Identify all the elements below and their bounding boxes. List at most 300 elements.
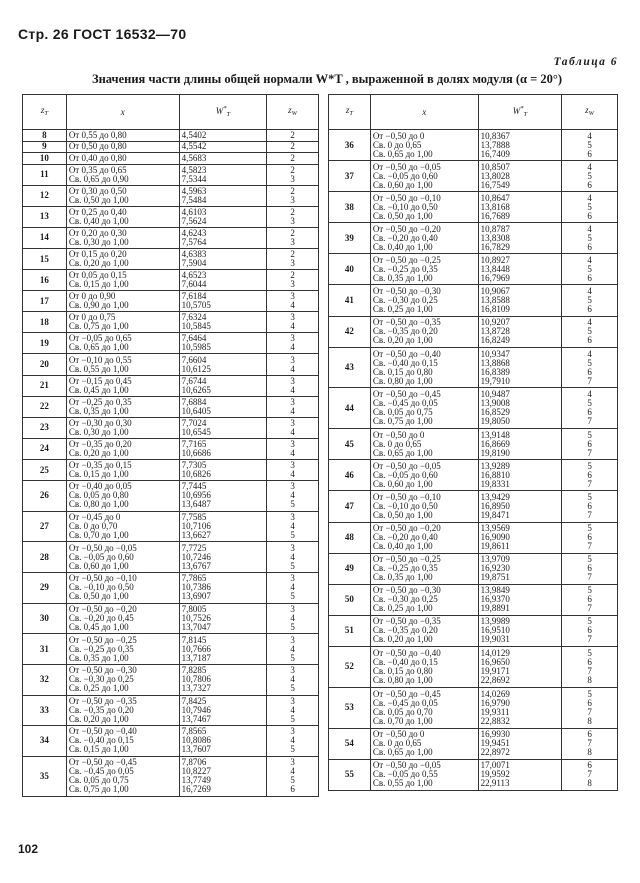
x-range-cell-line: От −0,10 до 0,55 bbox=[68, 354, 132, 365]
zw-cell-line: 7 bbox=[587, 738, 592, 749]
x-range-cell-line: Св. 0,35 до 1,00 bbox=[68, 652, 129, 663]
x-range-cell bbox=[370, 388, 478, 429]
wt-value-cell-line: 22,8832 bbox=[480, 715, 510, 726]
zw-cell-line: 6 bbox=[587, 760, 592, 771]
zw-cell bbox=[562, 584, 618, 615]
x-range-cell-line: От −0,50 до −0,10 bbox=[372, 491, 441, 502]
x-range-cell-line: Св. 0,50 до 1,00 bbox=[372, 509, 433, 520]
zw-cell-line: 6 bbox=[587, 438, 592, 449]
x-range-cell-line: Св. 0,65 до 1,00 bbox=[68, 342, 129, 353]
zt-cell: 33 bbox=[23, 695, 67, 726]
wt-value-cell-line: 10,8086 bbox=[181, 735, 211, 746]
zw-cell-line: 7 bbox=[587, 665, 592, 676]
zw-cell-line: 6 bbox=[290, 784, 295, 795]
wt-value-cell-line: 7,6744 bbox=[181, 375, 207, 386]
zw-cell-line: 5 bbox=[587, 491, 592, 502]
wt-value-cell-line: 13,9008 bbox=[480, 398, 510, 409]
zw-cell-line: 3 bbox=[290, 757, 295, 768]
x-range-cell-line: Св. −0,30 до 0,25 bbox=[68, 674, 134, 685]
wt-value-cell bbox=[179, 695, 267, 726]
zt-cell: 31 bbox=[23, 634, 67, 665]
x-range-cell-line: Св. 0,50 до 1,00 bbox=[372, 210, 433, 221]
x-range-cell bbox=[370, 429, 478, 460]
zt-cell: 37 bbox=[329, 161, 371, 192]
zw-cell-line: 6 bbox=[587, 656, 592, 667]
table-row bbox=[329, 223, 618, 254]
wt-value-cell-line: 7,8565 bbox=[181, 726, 207, 737]
zw-cell bbox=[267, 354, 319, 375]
zw-cell-line: 4 bbox=[290, 384, 295, 395]
wt-value-cell-line: 19,8611 bbox=[480, 541, 510, 552]
x-range-cell bbox=[370, 584, 478, 615]
zw-cell-line: 3 bbox=[290, 173, 295, 184]
zw-cell-line: 7 bbox=[587, 769, 592, 780]
x-range-cell bbox=[66, 354, 179, 375]
zw-cell-line: 3 bbox=[290, 375, 295, 386]
wt-value-cell-line: 7,8706 bbox=[181, 757, 207, 768]
x-range-cell-line: Св. 0,80 до 1,00 bbox=[372, 674, 433, 685]
zw-cell-line: 5 bbox=[290, 713, 295, 724]
wt-value-cell-line: 7,6184 bbox=[181, 291, 207, 302]
zw-cell-line: 6 bbox=[587, 625, 592, 636]
x-range-cell-line: Св. −0,35 до 0,20 bbox=[372, 326, 438, 337]
table-row bbox=[23, 695, 319, 726]
x-range-cell-line: Св. 0,20 до 1,00 bbox=[372, 335, 433, 346]
zw-cell-line: 6 bbox=[587, 500, 592, 511]
x-range-cell-line: От −0,40 до 0,05 bbox=[68, 481, 132, 492]
wt-value-cell bbox=[179, 141, 267, 153]
x-range-cell-line: Св. 0,45 до 1,00 bbox=[68, 384, 129, 395]
table-row bbox=[329, 646, 618, 687]
wt-value-cell-line: 7,6604 bbox=[181, 354, 207, 365]
zw-cell bbox=[562, 285, 618, 316]
x-range-cell-line: Св. 0,20 до 1,00 bbox=[68, 713, 129, 724]
wt-value-cell-line: 7,5484 bbox=[181, 194, 207, 205]
x-range-cell bbox=[66, 270, 179, 291]
x-range-cell bbox=[66, 634, 179, 665]
zw-cell-line: 5 bbox=[290, 775, 295, 786]
table-row bbox=[23, 206, 319, 227]
zw-cell-line: 6 bbox=[587, 241, 592, 252]
x-range-cell bbox=[66, 164, 179, 185]
wt-value-cell-line: 16,9650 bbox=[480, 656, 510, 667]
x-range-cell-line: От −0,50 до 0 bbox=[372, 130, 425, 141]
zt-cell: 19 bbox=[23, 333, 67, 354]
wt-value-cell-line: 7,5344 bbox=[181, 173, 207, 184]
table-row bbox=[23, 333, 319, 354]
x-range-cell-line: От −0,50 до −0,25 bbox=[68, 634, 137, 645]
zw-cell bbox=[267, 481, 319, 512]
wt-value-cell bbox=[179, 572, 267, 603]
zw-cell-line: 4 bbox=[290, 490, 295, 501]
zt-cell: 54 bbox=[329, 728, 371, 759]
wt-value-cell-line: 4,5963 bbox=[181, 185, 207, 196]
x-range-cell-line: Св. 0,15 до 0,80 bbox=[372, 366, 433, 377]
wt-value-cell-line: 13,9709 bbox=[480, 554, 510, 565]
x-range-cell-line: От −0,45 до 0 bbox=[68, 512, 121, 522]
x-range-cell-line: Св. −0,45 до 0,05 bbox=[372, 697, 438, 708]
wt-value-cell-line: 13,8448 bbox=[480, 263, 510, 274]
zt-cell: 24 bbox=[23, 438, 67, 459]
wt-value-cell-line: 13,8868 bbox=[480, 357, 510, 368]
zt-cell: 43 bbox=[329, 347, 371, 388]
x-range-cell-line: Св. 0,65 до 1,00 bbox=[372, 148, 433, 159]
table-row bbox=[23, 185, 319, 206]
table-row bbox=[23, 227, 319, 248]
zw-cell-line: 7 bbox=[587, 416, 592, 427]
wt-value-cell-line: 10,8787 bbox=[480, 223, 510, 234]
zw-cell-line: 3 bbox=[290, 603, 295, 614]
zw-cell-line: 4 bbox=[290, 447, 295, 458]
x-range-cell bbox=[66, 417, 179, 438]
x-range-cell-line: От −0,50 до −0,30 bbox=[372, 286, 441, 297]
zw-cell-line: 8 bbox=[587, 747, 592, 758]
x-range-cell-line: От −0,50 до −0,20 bbox=[68, 603, 137, 614]
x-range-cell bbox=[66, 375, 179, 396]
wt-value-cell bbox=[179, 270, 267, 291]
x-range-cell-line: Св. 0,20 до 1,00 bbox=[68, 258, 129, 269]
table-row bbox=[23, 396, 319, 417]
zw-cell-line: 4 bbox=[290, 643, 295, 654]
x-range-cell-line: От −0,15 до 0,45 bbox=[68, 375, 132, 386]
zt-cell: 51 bbox=[329, 615, 371, 646]
zt-cell: 44 bbox=[329, 388, 371, 429]
wt-value-cell-line: 10,9067 bbox=[480, 286, 510, 297]
wt-value-cell bbox=[179, 185, 267, 206]
zw-cell-line: 5 bbox=[290, 591, 295, 602]
zt-cell: 39 bbox=[329, 223, 371, 254]
wt-value-cell bbox=[478, 522, 562, 553]
zt-cell: 53 bbox=[329, 687, 371, 728]
wt-value-cell-line: 7,7024 bbox=[181, 417, 207, 428]
zw-cell-line: 5 bbox=[587, 232, 592, 243]
x-range-cell-line: Св. 0,35 до 1,00 bbox=[372, 572, 433, 583]
table-row bbox=[329, 285, 618, 316]
zt-cell: 50 bbox=[329, 584, 371, 615]
zt-cell: 15 bbox=[23, 249, 67, 270]
x-range-cell-line: От −0,50 до −0,40 bbox=[372, 348, 441, 359]
wt-value-cell-line: 16,7409 bbox=[480, 148, 510, 159]
x-range-cell-line: Св. 0,40 до 1,00 bbox=[68, 215, 129, 226]
col-header-x: x bbox=[370, 95, 478, 130]
wt-value-cell-line: 16,7829 bbox=[480, 241, 510, 252]
zw-cell-line: 5 bbox=[587, 295, 592, 306]
x-range-cell bbox=[66, 511, 179, 542]
table-row bbox=[329, 161, 618, 192]
x-range-cell bbox=[66, 459, 179, 480]
x-range-cell-line: Св. −0,10 до 0,50 bbox=[372, 500, 438, 511]
wt-value-cell-line: 16,9230 bbox=[480, 563, 510, 574]
zw-cell bbox=[562, 460, 618, 491]
wt-value-cell bbox=[179, 634, 267, 665]
wt-value-cell bbox=[478, 687, 562, 728]
wt-value-cell-line: 7,8005 bbox=[181, 603, 207, 614]
x-range-cell-line: Св. 0,65 до 0,90 bbox=[68, 173, 129, 184]
table-row bbox=[329, 254, 618, 285]
zw-cell bbox=[562, 316, 618, 347]
zw-cell-line: 4 bbox=[290, 582, 295, 593]
zw-cell-line: 3 bbox=[290, 215, 295, 226]
table-row bbox=[329, 759, 618, 790]
x-range-cell-line: Св. 0,05 до 0,70 bbox=[372, 706, 433, 717]
x-range-cell-line: Св. −0,05 до 0,60 bbox=[372, 469, 438, 480]
wt-value-cell-line: 10,7806 bbox=[181, 674, 211, 685]
x-range-cell-line: Св. −0,40 до 0,15 bbox=[68, 735, 134, 746]
x-range-cell bbox=[66, 227, 179, 248]
x-range-cell-line: Св. 0,25 до 1,00 bbox=[372, 304, 433, 315]
wt-value-cell-line: 7,7585 bbox=[181, 512, 207, 522]
zw-cell-line: 5 bbox=[587, 585, 592, 596]
x-range-cell bbox=[370, 646, 478, 687]
x-range-cell bbox=[66, 542, 179, 573]
x-range-cell-line: Св. −0,20 до 0,40 bbox=[372, 232, 438, 243]
wt-value-cell-line: 10,8927 bbox=[480, 254, 510, 265]
zw-cell-line: 3 bbox=[290, 512, 295, 522]
col-header-wt: $W^*_T$ bbox=[478, 95, 562, 130]
zw-cell-line: 2 bbox=[290, 141, 295, 152]
x-range-cell-line: От 0,35 до 0,65 bbox=[68, 164, 127, 175]
zw-cell-line: 6 bbox=[587, 469, 592, 480]
zt-cell: 13 bbox=[23, 206, 67, 227]
zw-cell-line: 4 bbox=[290, 551, 295, 562]
table-left-half bbox=[22, 94, 319, 797]
x-range-cell-line: Св. 0,50 до 1,00 bbox=[68, 591, 129, 602]
x-range-cell bbox=[66, 333, 179, 354]
wt-value-cell-line: 13,7187 bbox=[181, 652, 211, 663]
table-row bbox=[23, 270, 319, 291]
wt-value-cell-line: 16,8810 bbox=[480, 469, 510, 480]
wt-value-cell bbox=[478, 728, 562, 759]
page-header: Стр. 26 ГОСТ 16532—70 bbox=[18, 26, 187, 42]
x-range-cell-line: Св. 0,90 до 1,00 bbox=[68, 300, 129, 311]
zw-cell-line: 4 bbox=[290, 612, 295, 623]
wt-value-cell-line: 4,6523 bbox=[181, 270, 207, 281]
zw-cell-line: 7 bbox=[587, 634, 592, 645]
wt-value-cell-line: 10,5845 bbox=[181, 321, 211, 332]
wt-value-cell-line: 19,9451 bbox=[480, 738, 510, 749]
zw-cell-line: 2 bbox=[290, 164, 295, 175]
table-header-row bbox=[329, 95, 618, 130]
x-range-cell-line: Св. 0,15 до 1,00 bbox=[68, 469, 129, 479]
table-row bbox=[329, 584, 618, 615]
zw-cell-line: 4 bbox=[290, 766, 295, 777]
wt-value-cell bbox=[179, 206, 267, 227]
x-range-cell-line: От −0,35 до 0,20 bbox=[68, 438, 132, 449]
zw-cell bbox=[267, 130, 319, 142]
zw-cell-line: 5 bbox=[290, 530, 295, 540]
zw-cell bbox=[562, 429, 618, 460]
x-range-cell-line: Св. 0,15 до 0,80 bbox=[372, 665, 433, 676]
table-row bbox=[23, 417, 319, 438]
zw-cell-line: 2 bbox=[290, 227, 295, 238]
zw-cell-line: 5 bbox=[587, 616, 592, 627]
wt-value-cell bbox=[179, 375, 267, 396]
x-range-cell-line: От 0,15 до 0,20 bbox=[68, 249, 127, 260]
zw-cell-line: 6 bbox=[587, 304, 592, 315]
wt-value-cell-line: 19,7910 bbox=[480, 375, 510, 386]
zw-cell-line: 4 bbox=[587, 130, 592, 141]
zw-cell-line: 4 bbox=[290, 363, 295, 374]
zw-cell bbox=[267, 375, 319, 396]
x-range-cell-line: От −0,25 до 0,35 bbox=[68, 396, 132, 407]
zw-cell-line: 4 bbox=[290, 521, 295, 531]
zw-cell bbox=[562, 553, 618, 584]
table-row bbox=[329, 615, 618, 646]
zw-cell-line: 5 bbox=[587, 523, 592, 534]
table-row bbox=[23, 603, 319, 634]
x-range-cell bbox=[66, 603, 179, 634]
wt-value-cell bbox=[179, 417, 267, 438]
wt-value-cell-line: 13,6767 bbox=[181, 560, 211, 571]
x-range-cell bbox=[370, 615, 478, 646]
zw-cell bbox=[562, 646, 618, 687]
wt-value-cell-line: 10,9207 bbox=[480, 317, 510, 328]
wt-value-cell-line: 7,5624 bbox=[181, 215, 207, 226]
x-range-cell-line: Св. −0,05 до 0,60 bbox=[68, 551, 134, 562]
zt-cell: 46 bbox=[329, 460, 371, 491]
x-range-cell-line: От −0,50 до −0,25 bbox=[372, 554, 441, 565]
x-range-cell-line: От −0,50 до −0,45 bbox=[372, 688, 441, 699]
wt-value-cell-line: 7,8425 bbox=[181, 695, 207, 706]
wt-value-cell-line: 13,9849 bbox=[480, 585, 510, 596]
wt-value-cell-line: 16,8109 bbox=[480, 304, 510, 315]
x-range-cell bbox=[370, 192, 478, 223]
wt-value-cell bbox=[478, 316, 562, 347]
x-range-cell-line: Св. 0,35 до 1,00 bbox=[68, 405, 129, 416]
zt-cell: 20 bbox=[23, 354, 67, 375]
wt-value-cell-line: 16,9510 bbox=[480, 625, 510, 636]
x-range-cell-line: От −0,50 до −0,10 bbox=[68, 573, 137, 584]
x-range-cell bbox=[66, 130, 179, 142]
table-row bbox=[329, 388, 618, 429]
wt-value-cell bbox=[179, 312, 267, 333]
x-range-cell-line: Св. 0,25 до 1,00 bbox=[68, 683, 129, 694]
wt-value-cell bbox=[179, 511, 267, 542]
zw-cell-line: 6 bbox=[587, 407, 592, 418]
wt-value-cell-line: 4,6243 bbox=[181, 227, 207, 238]
zw-cell-line: 5 bbox=[587, 647, 592, 658]
x-range-cell bbox=[370, 254, 478, 285]
zw-cell-line: 5 bbox=[587, 688, 592, 699]
wt-value-cell-line: 10,8227 bbox=[181, 766, 211, 777]
x-range-cell-line: Св. 0,55 до 1,00 bbox=[372, 778, 433, 789]
wt-value-cell-line: 4,5542 bbox=[181, 141, 207, 152]
zt-cell: 42 bbox=[329, 316, 371, 347]
zw-cell-line: 4 bbox=[290, 342, 295, 353]
zt-cell: 48 bbox=[329, 522, 371, 553]
wt-value-cell-line: 19,8751 bbox=[480, 572, 510, 583]
zw-cell-line: 3 bbox=[290, 460, 295, 470]
zw-cell-line: 7 bbox=[587, 706, 592, 717]
x-range-cell-line: Св. 0 до 0,65 bbox=[372, 738, 422, 749]
wt-value-cell-line: 7,8145 bbox=[181, 634, 207, 645]
zw-cell bbox=[267, 333, 319, 354]
zt-cell: 14 bbox=[23, 227, 67, 248]
zt-cell: 32 bbox=[23, 664, 67, 695]
x-range-cell bbox=[370, 316, 478, 347]
zw-cell-line: 7 bbox=[587, 478, 592, 489]
x-range-cell-line: От −0,50 до −0,10 bbox=[372, 192, 441, 203]
x-range-cell-line: Св. −0,45 до 0,05 bbox=[68, 766, 134, 777]
zw-cell-line: 6 bbox=[587, 594, 592, 605]
zw-cell-line: 7 bbox=[587, 375, 592, 386]
zw-cell-line: 2 bbox=[290, 185, 295, 196]
x-range-cell-line: Св. 0,60 до 1,00 bbox=[372, 478, 433, 489]
x-range-cell-line: Св. −0,25 до 0,35 bbox=[372, 563, 438, 574]
zw-cell bbox=[562, 615, 618, 646]
table-row bbox=[329, 553, 618, 584]
x-range-cell-line: Св. 0,20 до 1,00 bbox=[68, 447, 129, 458]
wt-value-cell-line: 7,5764 bbox=[181, 236, 207, 247]
zw-cell-line: 2 bbox=[290, 249, 295, 260]
x-range-cell-line: От −0,50 до −0,30 bbox=[68, 665, 137, 676]
x-range-cell bbox=[370, 285, 478, 316]
x-range-cell-line: Св. −0,25 до 0,35 bbox=[372, 263, 438, 274]
wt-value-cell-line: 13,8028 bbox=[480, 170, 510, 181]
wt-value-cell bbox=[478, 130, 562, 161]
x-range-cell-line: От −0,05 до 0,65 bbox=[68, 333, 132, 344]
zt-cell: 35 bbox=[23, 756, 67, 796]
x-range-cell-line: От −0,50 до −0,20 bbox=[372, 223, 441, 234]
table-row bbox=[23, 634, 319, 665]
wt-value-cell-line: 10,5705 bbox=[181, 300, 211, 311]
table-row bbox=[329, 522, 618, 553]
zw-cell-line: 5 bbox=[290, 560, 295, 571]
table-row bbox=[23, 291, 319, 312]
x-range-cell bbox=[66, 141, 179, 153]
wt-value-cell bbox=[478, 254, 562, 285]
x-range-cell-line: От 0,30 до 0,50 bbox=[68, 185, 127, 196]
zt-cell: 41 bbox=[329, 285, 371, 316]
col-header-zw: $z_W$ bbox=[267, 95, 319, 130]
x-range-cell bbox=[370, 728, 478, 759]
wt-value-cell-line: 7,7305 bbox=[181, 460, 207, 470]
wt-value-cell-line: 13,8168 bbox=[480, 201, 510, 212]
x-range-cell bbox=[66, 695, 179, 726]
zw-cell bbox=[562, 223, 618, 254]
x-range-cell-line: Св. 0,40 до 1,00 bbox=[372, 241, 433, 252]
x-range-cell bbox=[370, 759, 478, 790]
zt-cell: 16 bbox=[23, 270, 67, 291]
zw-cell-line: 6 bbox=[587, 272, 592, 283]
x-range-cell-line: От −0,50 до −0,45 bbox=[372, 389, 441, 400]
zt-cell: 45 bbox=[329, 429, 371, 460]
x-range-cell-line: Св. 0,60 до 1,00 bbox=[68, 560, 129, 571]
x-range-cell-line: Св. 0,15 до 1,00 bbox=[68, 744, 129, 755]
table-row bbox=[23, 164, 319, 185]
zw-cell-line: 4 bbox=[587, 286, 592, 297]
x-range-cell-line: Св. −0,35 до 0,20 bbox=[372, 625, 438, 636]
wt-value-cell-line: 4,5683 bbox=[181, 152, 207, 163]
wt-value-cell-line: 13,7047 bbox=[181, 621, 211, 632]
zt-cell: 9 bbox=[23, 141, 67, 153]
x-range-cell-line: От 0 до 0,90 bbox=[68, 291, 116, 302]
x-range-cell-line: От 0,40 до 0,80 bbox=[68, 152, 127, 163]
table-row bbox=[23, 312, 319, 333]
wt-value-cell bbox=[478, 584, 562, 615]
x-range-cell-line: Св. −0,20 до 0,40 bbox=[372, 532, 438, 543]
x-range-cell-line: От −0,50 до −0,05 bbox=[68, 542, 137, 553]
table-row bbox=[23, 481, 319, 512]
x-range-cell-line: Св. 0,80 до 1,00 bbox=[372, 375, 433, 386]
zw-cell-line: 4 bbox=[290, 300, 295, 311]
zw-cell-line: 6 bbox=[587, 729, 592, 740]
x-range-cell-line: Св. 0,60 до 1,00 bbox=[372, 179, 433, 190]
table-header-row bbox=[23, 95, 319, 130]
x-range-cell-line: Св. 0,50 до 1,00 bbox=[68, 194, 129, 205]
wt-value-cell-line: 10,8647 bbox=[480, 192, 510, 203]
table-row bbox=[329, 429, 618, 460]
